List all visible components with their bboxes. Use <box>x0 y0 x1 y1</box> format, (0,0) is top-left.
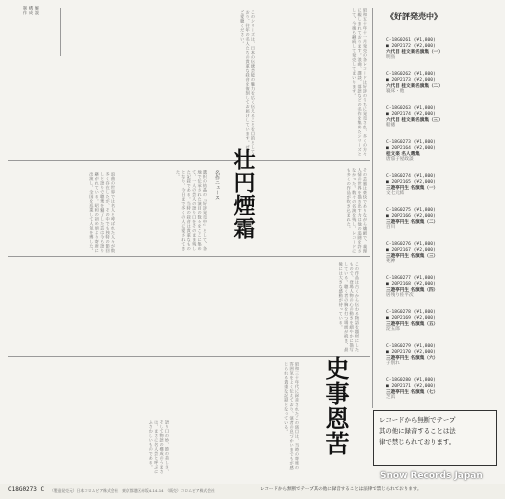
catalog-item-title: 六代目 桂文楽名演集（一） <box>386 49 443 55</box>
catalog-item-title: 三遊亭円生 名演集（二） <box>386 219 439 225</box>
catalog-item <box>386 140 501 163</box>
catalog-item-code: C-18G0276 (¥1,800) <box>386 242 436 247</box>
catalog-item-code: C-18G0273 (¥1,800) <box>386 140 436 145</box>
catalog-item <box>386 276 501 299</box>
catalog-item <box>386 310 501 333</box>
article-title: 壮円煙霜 <box>230 148 256 240</box>
catalog-item-code2: ■ 20P2172 (¥2,000) <box>386 43 436 49</box>
catalog-item-sub: 明鳥 <box>386 55 396 61</box>
catalog-item-code2: ■ 20P2164 (¥2,000) <box>386 145 436 151</box>
copyright-notice <box>373 410 497 466</box>
catalog-item-title: 三遊亭円生 名演集（六） <box>386 355 439 361</box>
catalog-item-sub: 百川 <box>386 225 396 231</box>
catalog-item-code: C-18G0274 (¥1,800) <box>386 174 436 179</box>
catalog-item-title: 三遊亭円生 名演集（七） <box>386 389 439 395</box>
top-text-col: このシリーズは、日本の伝統芸能の魅力を広く伝えることを目的としており、往年の名人たちの貴重な録音を復刻してお届けしています。ぜひご愛聴ください。 <box>240 10 256 154</box>
divider <box>60 8 61 56</box>
article-subtitle: 名作ニュース <box>214 170 220 200</box>
catalog-item-sub: 唐茄子屋政談 <box>386 157 414 163</box>
catalog-item <box>386 242 501 265</box>
divider <box>8 256 370 257</box>
footer-note: レコードから無断でテープ其の他に録音することは法律で禁じられております。 <box>260 487 422 492</box>
catalog-number: C18G0273 C <box>8 486 45 493</box>
catalog-item-title: 六代目 桂文楽名演集（二） <box>386 83 443 89</box>
catalog-item-sub: 居残り佐平次 <box>386 293 414 299</box>
catalog-item-code: C-18G0275 (¥1,800) <box>386 208 436 213</box>
catalog-item-code: C-18G0261 (¥1,800) <box>386 38 436 43</box>
catalog-item-sub: 死神 <box>386 259 396 265</box>
catalog-item-code2: ■ 20P2168 (¥2,000) <box>386 281 436 287</box>
catalog-item-code2: ■ 20P2174 (¥2,000) <box>386 111 436 117</box>
divider <box>8 160 370 161</box>
article-text-col: 選択の結晶の『好評発売中』として、各地で伝承された演目の数々をここに集めて、一人の芸人の語り口をそのまま残した記録である。当時の録音は貴重なものとなり、今日まで多くの人に愛されてきた。 <box>175 170 208 251</box>
article-text-col: 語り口の妙、節の美しさ、そして物語の構成のうまさは、まさに名人芸と呼ぶにふさわしいものである。 <box>148 420 170 474</box>
catalog-item-code2: ■ 20P2173 (¥2,000) <box>386 77 436 83</box>
catalog-item-code: C-18G0263 (¥1,800) <box>386 106 436 111</box>
article-text-col: この作品は古くから伝わる物語を題材にしたもので、登場人物の心の動きを細やかに描写している。聴く者の胸を打つ場面が続き、最後には大きな感動が待っている。 <box>338 262 360 352</box>
catalog-heading: 《好評発売中》 <box>386 12 442 21</box>
catalog-item-title: 三遊亭円生 名演集（四） <box>386 287 439 293</box>
credit-line: 制作 <box>23 6 28 15</box>
credit-line: 構成 <box>29 6 34 15</box>
article-text-col: 浪曲の世界では名人と呼ばれた人々が数多く存在したが、その中でも独特の節回しと語りで聴衆を魅了した芸は今も語り継がれている。昭和の初め頃より寄席に出演し、全国を巡業して人気を博した。 <box>89 172 116 253</box>
catalog-item-sub: 淀五郎 <box>386 327 400 333</box>
catalog-item-title: 三遊亭円生 名演集（三） <box>386 253 439 259</box>
catalog-item-code2: ■ 20P2167 (¥2,000) <box>386 247 436 253</box>
catalog-item-sub: 芝浜 <box>386 395 396 401</box>
watermark: Snow Records Japan <box>380 471 483 481</box>
catalog-item-code: C-18G0279 (¥1,800) <box>386 344 436 349</box>
top-text-col: 昭和五十年十一月発売の各レコードは好評のうちに発売され、多くの方々に親しまれております。浪曲、講談、落語などの名作を集めたシリーズとして、今後も継続して発売してまいります。 <box>352 8 368 157</box>
catalog-item <box>386 72 501 95</box>
article-title: 史事恩苦 <box>321 356 350 456</box>
catalog-item-title: 六代目 桂文楽名演集（三） <box>386 117 443 123</box>
catalog-item-title: 桂文楽 名人選集 <box>386 151 420 157</box>
catalog-item-code: C-18G0280 (¥1,800) <box>386 378 436 383</box>
credits <box>22 6 40 14</box>
notice-line: 律で禁じられております。 <box>379 438 456 446</box>
catalog-item <box>386 378 501 401</box>
catalog-item <box>386 174 501 197</box>
catalog-item-sub: 寝床・他 <box>386 89 405 95</box>
catalog-item-code: C-18G0278 (¥1,800) <box>386 310 436 315</box>
article-text-col: その芸風は豪快でありながら繊細で、義理人情の世界を描き出す力は他の追随を許さなかった。数々の名演を残し、レコードにも多くの作品が吹き込まれた。 <box>346 168 368 254</box>
catalog-item <box>386 106 501 129</box>
catalog-item-code2: ■ 20P2166 (¥2,000) <box>386 213 436 219</box>
catalog-item-code2: ■ 20P2170 (¥2,000) <box>386 349 436 355</box>
catalog-item <box>386 38 501 61</box>
credit-line: 解説 <box>35 6 40 15</box>
catalog-item <box>386 208 501 231</box>
catalog-sidebar <box>376 0 505 420</box>
catalog-item-sub: 船徳 <box>386 123 396 129</box>
catalog-item-sub: 文七元結 <box>386 191 405 197</box>
footer-note: （製造発売元）日本コロムビア株式会社 東京都港区赤坂4-14-14 （販売）コロムビア株式会社 <box>50 488 215 493</box>
notice-line: 其の他に録音することは法 <box>379 427 456 435</box>
divider <box>372 8 373 408</box>
catalog-item-code2: ■ 20P2169 (¥2,000) <box>386 315 436 321</box>
notice-line: レコードから無断でテープ <box>379 416 456 424</box>
catalog-item-code: C-18G0277 (¥1,800) <box>386 276 436 281</box>
catalog-item-code2: ■ 20P2171 (¥2,000) <box>386 383 436 389</box>
catalog-item-title: 三遊亭円生 名演集（一） <box>386 185 439 191</box>
catalog-item-title: 三遊亭円生 名演集（五） <box>386 321 439 327</box>
catalog-item-code2: ■ 20P2165 (¥2,000) <box>386 179 436 185</box>
divider <box>8 356 370 357</box>
article-text-col: 昭和三十年代に録音されたこの演目は、当時の寄席の雰囲気をよく伝えており、演者の息づかいまでもが感じられる貴重な記録となっている。 <box>284 362 300 470</box>
catalog-item <box>386 344 501 367</box>
catalog-item-sub: 子別れ <box>386 361 400 367</box>
catalog-item-code: C-18G0262 (¥1,800) <box>386 72 436 77</box>
